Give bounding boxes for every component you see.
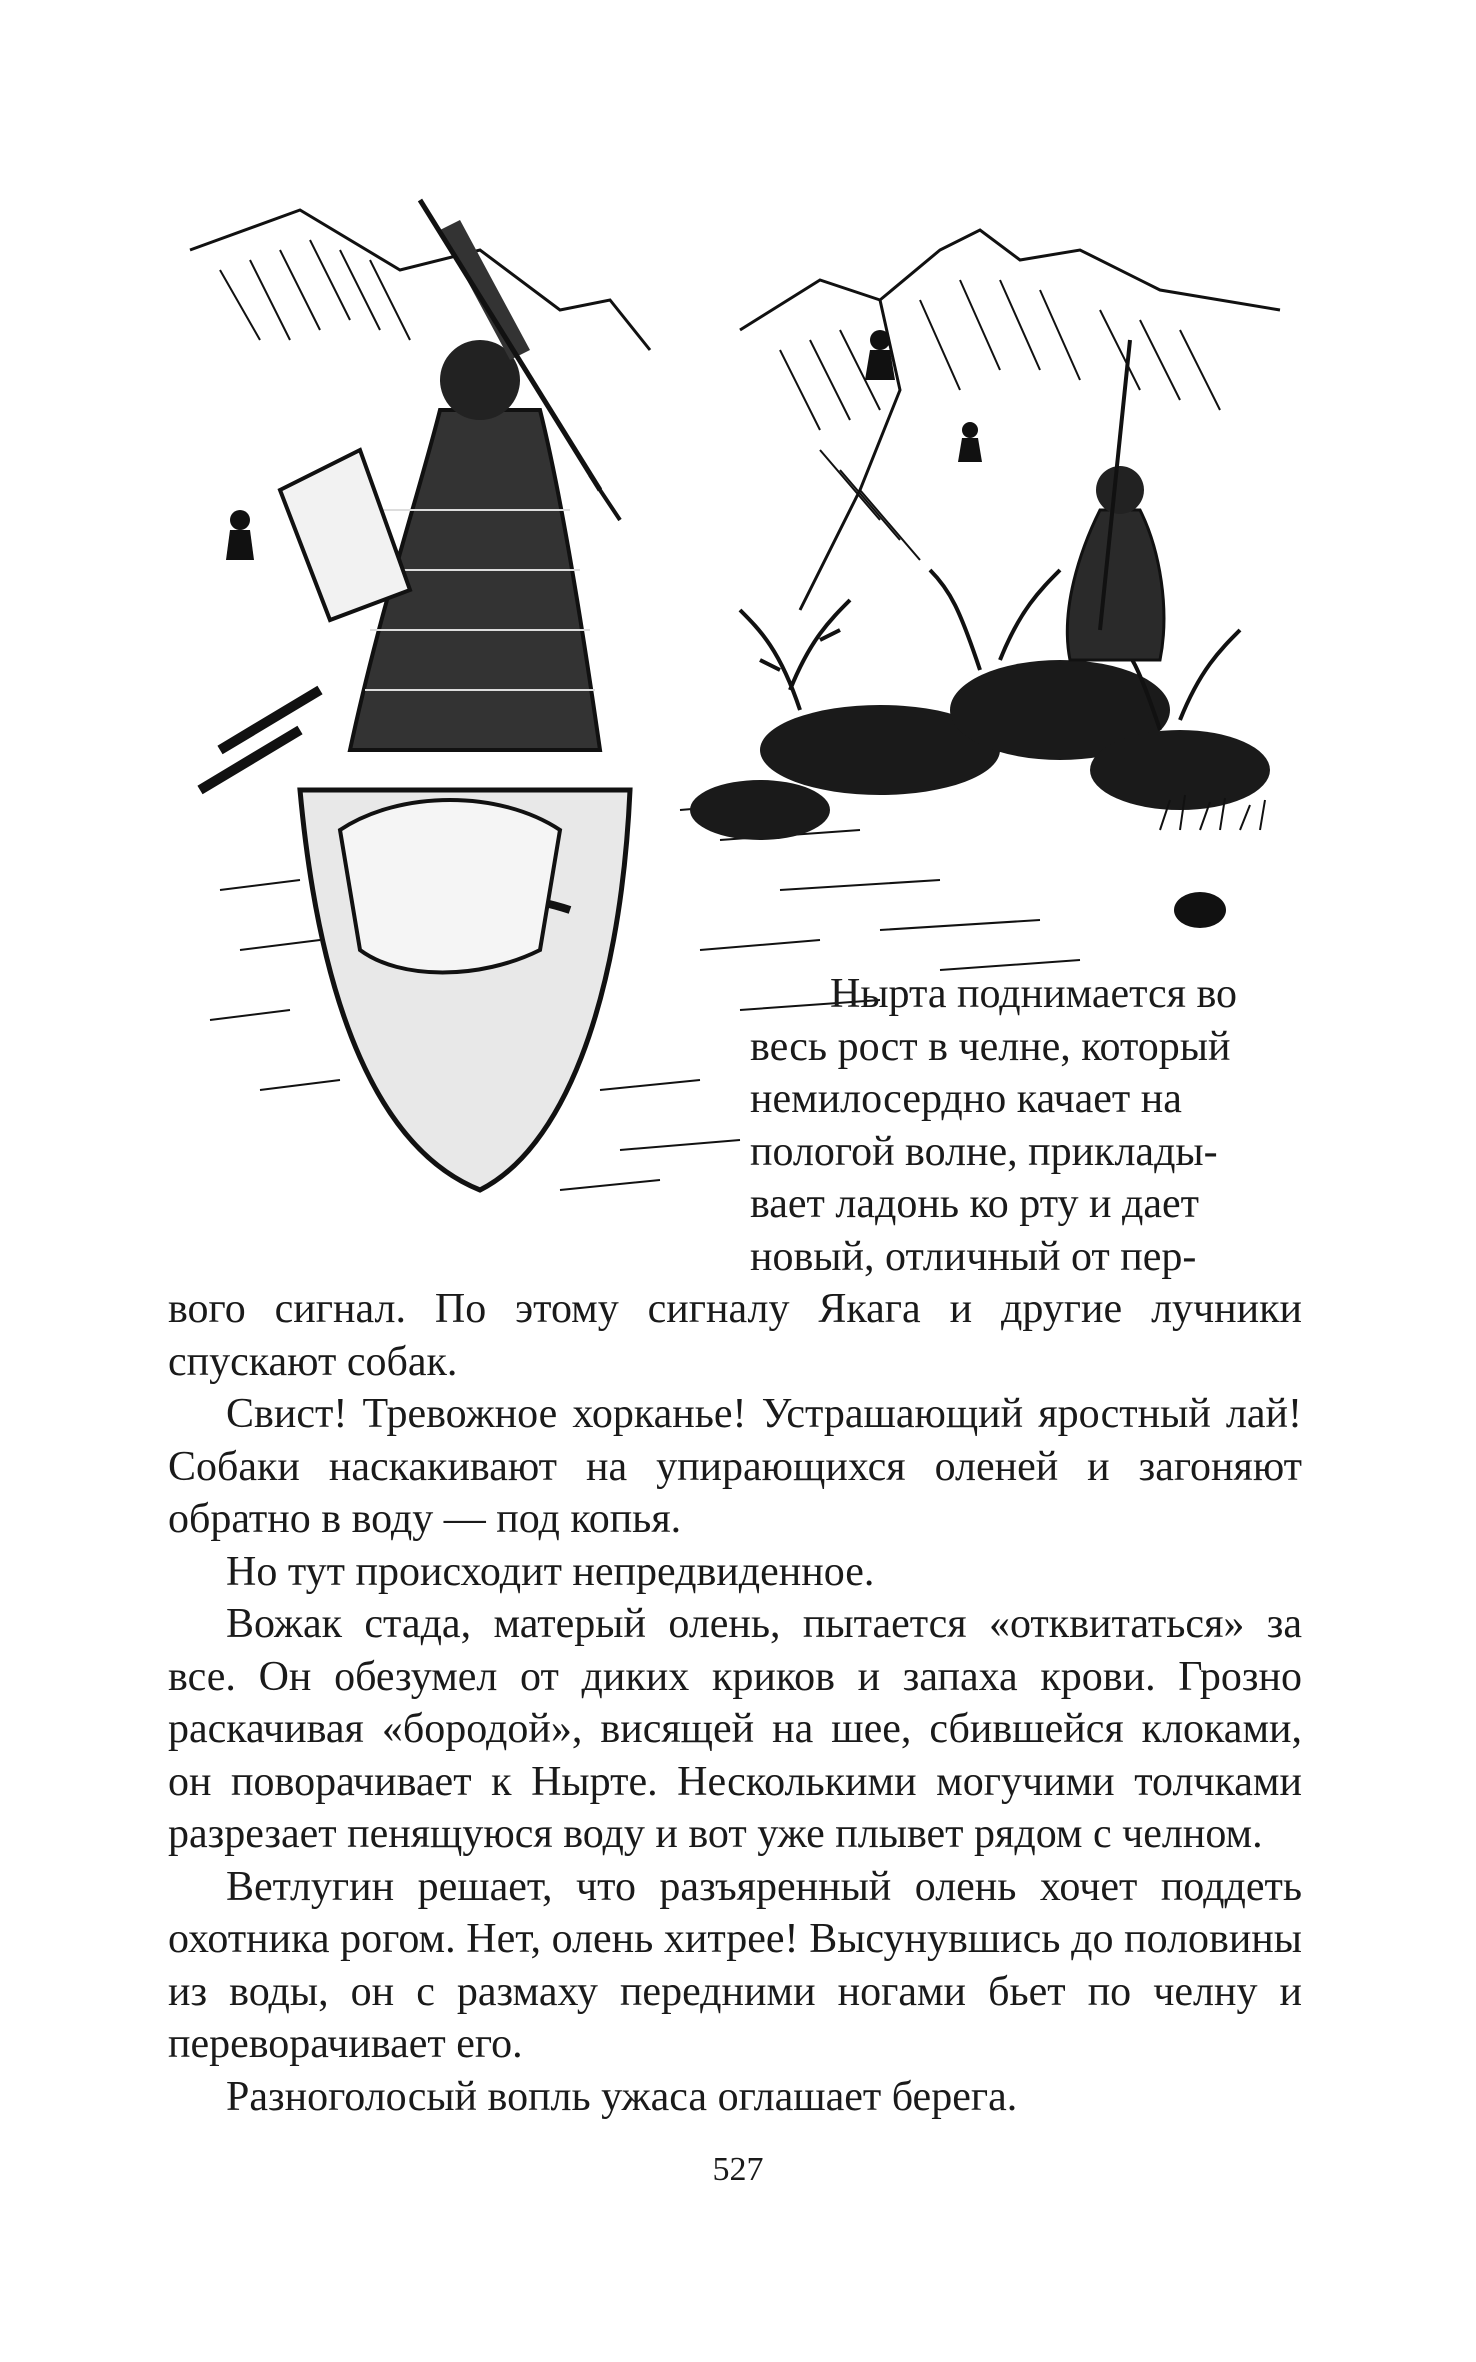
body-text	[168, 1283, 1302, 2123]
paragraph: Вожак стада, матерый олень, пытается «отквитаться» за все. Он обезумел от диких криков и запаха крови. Грозно раскачивая «бородой», висящей на шее, сбившейся клоками, он поворачивает к Нырте. Несколькими могучими толчками разрезает пенящуюся воду и вот уже плывет рядом с челном.	[168, 1601, 1302, 1857]
wrapped-line: пологой волне, приклады-	[750, 1128, 1218, 1175]
paragraph: Свист! Тревожное хорканье! Устрашающий яростный лай! Собаки наскакивают на упирающихся оленей и загоняют обратно в воду — под копья.	[168, 1391, 1302, 1542]
wrapped-line: вает ладонь ко рту и дает	[750, 1181, 1200, 1227]
wrapped-line: немилосердно качает на	[750, 1076, 1182, 1122]
wrapped-line: новый, отличный от пер-	[750, 1233, 1197, 1280]
paragraph: Ветлугин решает, что разъяренный олень хочет поддеть охотника рогом. Нет, олень хитрее! Высунувшись до половины из воды, он с размаху передними ногами бьет по челну и переворачивает его.	[168, 1863, 1302, 2067]
paragraph-continuation: вого сигнал. По этому сигналу Якага и другие лучники спускают собак.	[168, 1286, 1302, 1385]
page-number: 527	[712, 2151, 764, 2188]
wrapped-line: Нырта поднимается во	[830, 971, 1238, 1017]
mountain-right-ridge	[740, 230, 1280, 330]
wrapped-line: весь рост в челне, который	[750, 1023, 1231, 1070]
paragraph: Разноголосый вопль ужаса оглашает берега.	[226, 2073, 1018, 2120]
paragraph: Но тут происходит непредвиденное.	[226, 1548, 875, 1595]
wrapped-paragraph	[750, 968, 1302, 1283]
